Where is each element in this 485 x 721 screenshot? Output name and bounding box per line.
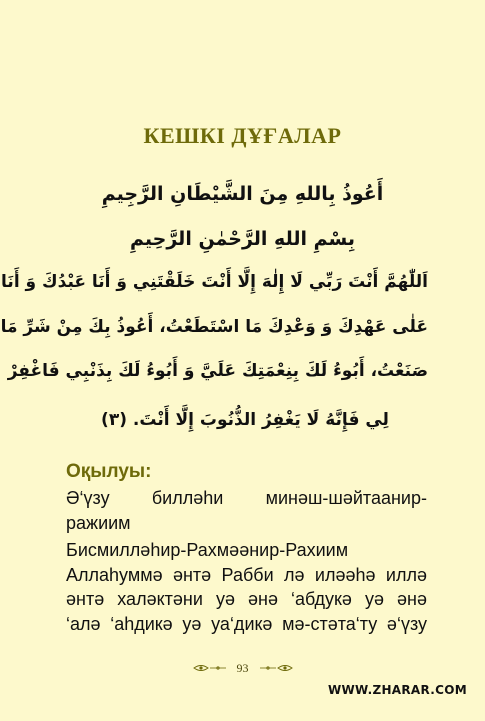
transliteration-line-4: Аллаhуммə əнтə Рабби лə илəəhə иллə	[66, 565, 427, 585]
page-number: 93	[236, 660, 249, 675]
arabic-dua-line-1: اَللّٰهُمَّ أَنْتَ رَبِّي لَا إِلٰهَ إِلَّا أَنْتَ خَلَقْتَنِي وَ أَنَا عَبْدُكَ وَ أَنَا	[1, 272, 428, 292]
transliteration-line-6: ‘алə ‘аhдикə уə уа‘дикə мə-стəта‘ту ə‘үзу	[66, 614, 427, 634]
page-footer	[0, 660, 485, 676]
left-ornament-icon	[192, 662, 228, 674]
transliteration-line-3: Бисмилләһир-Рахмəəнир-Рахиим	[66, 540, 349, 560]
reading-heading: Оқылуы:	[66, 461, 152, 482]
transliteration-line-1: Ә‘үзу биллəhи минəш-шəйтаанир-	[66, 488, 427, 508]
right-ornament-icon	[258, 662, 294, 674]
transliteration-line-2: ражиим	[66, 513, 131, 533]
transliteration-line-5: əнтə халəктəни уə əнə ‘абдукə уə əнə	[66, 589, 427, 609]
site-watermark: WWW.ZHARAR.COM	[327, 683, 467, 697]
arabic-taawwudh: أَعُوذُ بِاللهِ مِنَ الشَّيْطَانِ الرَّجِيمِ	[101, 183, 384, 205]
arabic-dua-line-3: صَنَعْتُ، أَبُوءُ لَكَ بِنِعْمَتِكَ عَلَيَّ وَ أَبُوءُ لَكَ بِذَنْبِي فَاغْفِرْ	[7, 361, 428, 381]
page-title: КЕШКІ ДҰҒАЛАР	[143, 123, 342, 148]
arabic-dua-line-4: لِي فَإِنَّهُ لَا يَغْفِرُ الذُّنُوبَ إِلَّا أَنْتَ. (٣)	[101, 410, 389, 430]
arabic-dua-line-2: عَلٰى عَهْدِكَ وَ وَعْدِكَ مَا اسْتَطَعْتُ، أَعُوذُ بِكَ مِنْ شَرِّ مَا	[0, 317, 428, 337]
arabic-basmala: بِسْمِ اللهِ الرَّحْمٰنِ الرَّحِيمِ	[130, 228, 355, 250]
